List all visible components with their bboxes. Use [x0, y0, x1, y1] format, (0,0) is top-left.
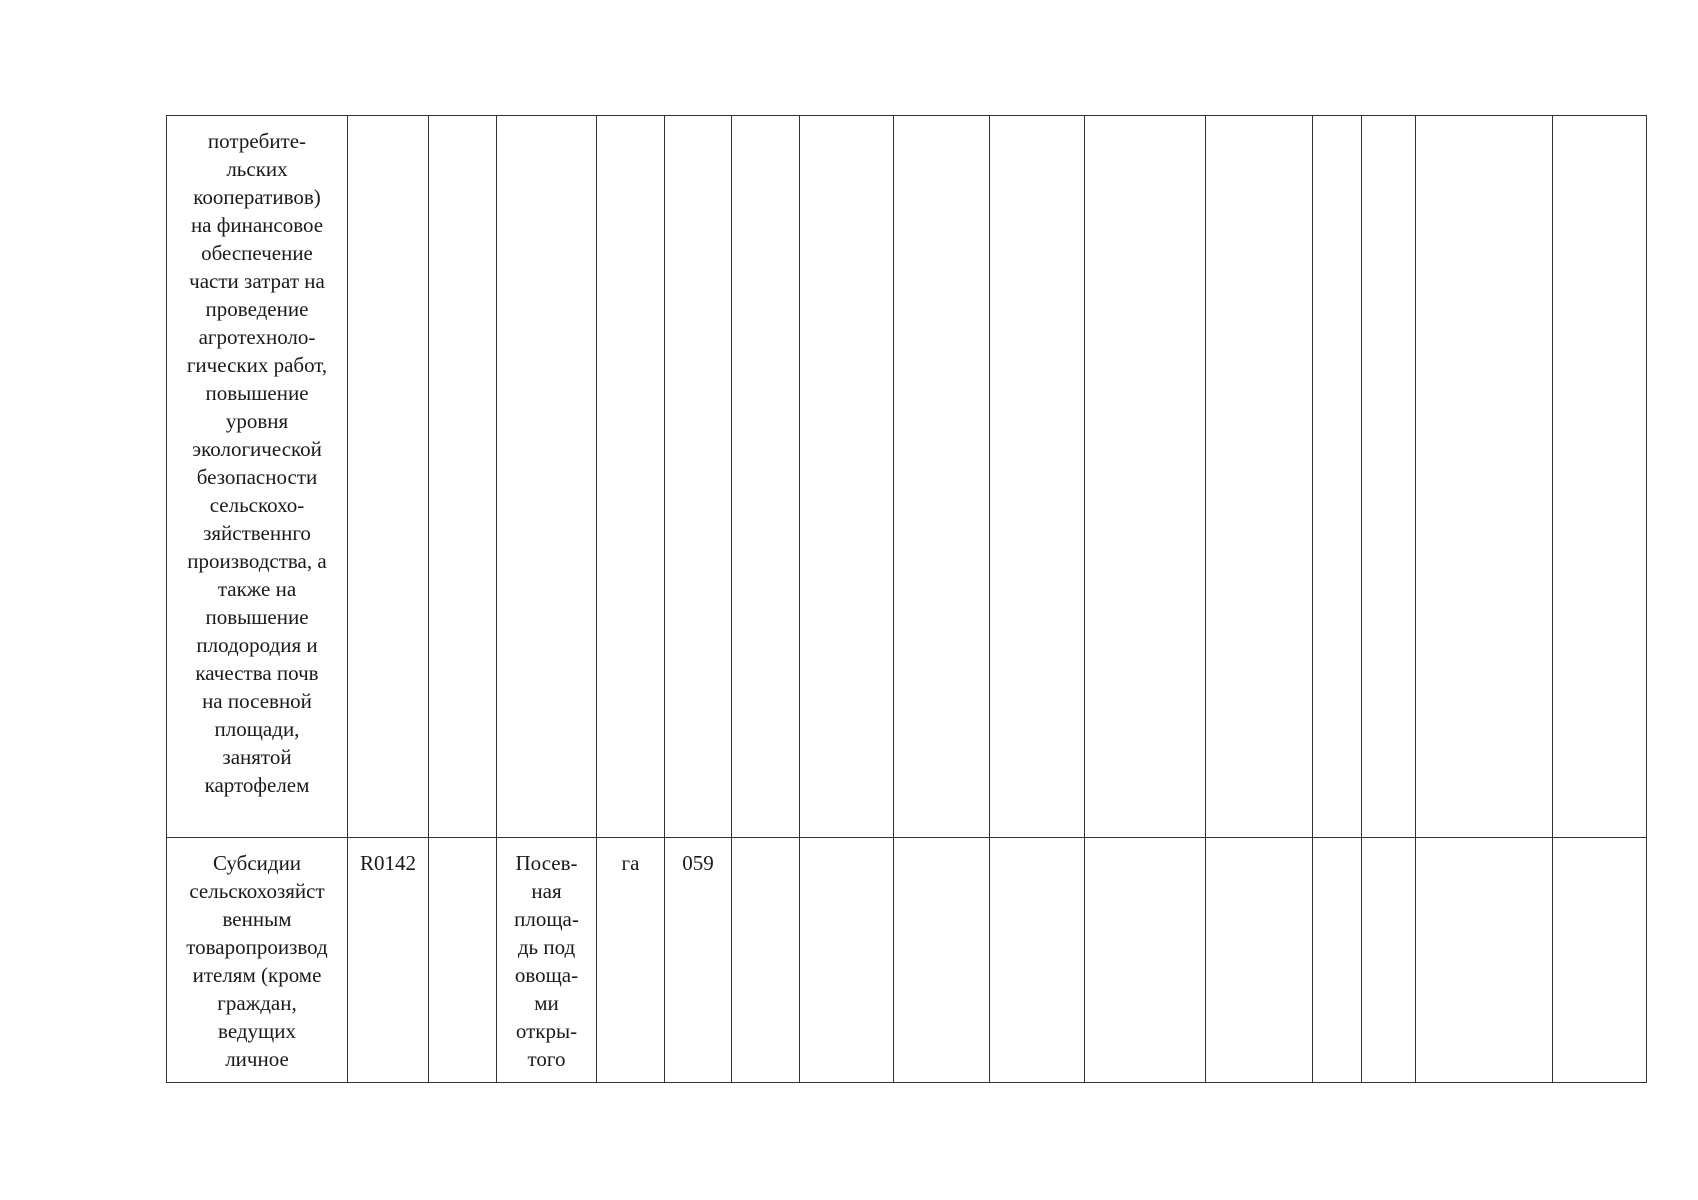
table-cell — [1313, 116, 1362, 838]
table-cell: 059 — [665, 838, 732, 1083]
table-cell — [1362, 116, 1416, 838]
table-cell — [1416, 838, 1553, 1083]
table-cell — [429, 116, 497, 838]
table-cell — [1553, 838, 1647, 1083]
table-cell — [1553, 116, 1647, 838]
table-cell — [1416, 116, 1553, 838]
table-cell — [1085, 838, 1206, 1083]
table-row — [167, 116, 1647, 838]
table-cell — [800, 838, 894, 1083]
table-cell — [732, 116, 800, 838]
table-cell — [732, 838, 800, 1083]
table-cell — [348, 116, 429, 838]
table-cell — [894, 116, 990, 838]
table-cell — [990, 116, 1085, 838]
table-cell — [1313, 838, 1362, 1083]
table-row — [167, 838, 1647, 1083]
table-cell: Субсидии сельскохозяйст венным товаропроизвод ителям (кроме граждан, ведущих личное — [167, 838, 348, 1083]
table-cell — [1206, 838, 1313, 1083]
table-cell — [665, 116, 732, 838]
table-cell — [597, 116, 665, 838]
data-table — [166, 115, 1647, 1083]
table-cell — [497, 116, 597, 838]
table-cell — [894, 838, 990, 1083]
table-cell — [429, 838, 497, 1083]
table-cell: R0142 — [348, 838, 429, 1083]
table-cell — [800, 116, 894, 838]
table-cell — [1085, 116, 1206, 838]
table-cell: га — [597, 838, 665, 1083]
table-cell: потребите- льских кооперативов) на финансовое обеспечение части затрат на проведение агротехноло- гических работ, повышение уровня экологической безопасности сельскохо- зяйственнго производства, а также на повышение плодородия и качества почв на посевной площади, занятой картофелем — [167, 116, 348, 838]
table-cell — [990, 838, 1085, 1083]
table-cell — [1362, 838, 1416, 1083]
table-cell: Посев- ная площа- дь под овоща- ми откры- того — [497, 838, 597, 1083]
table-cell — [1206, 116, 1313, 838]
